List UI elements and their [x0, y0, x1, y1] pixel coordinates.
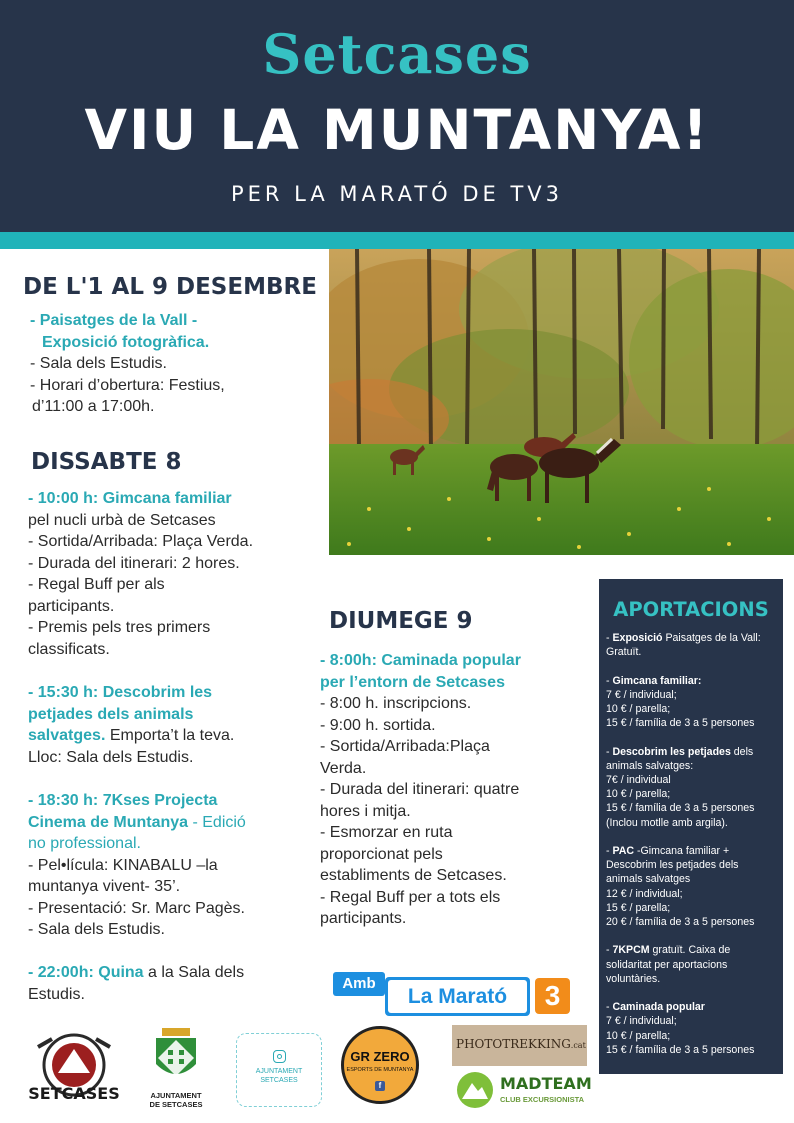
caminada-line: proporcionat pels: [320, 845, 443, 863]
petjades-emporta: Emporta’t la teva.: [105, 727, 235, 744]
gimcana-title: - 10:00 h: Gimcana familiar: [28, 490, 232, 507]
heading-sunday: DIUMEGE 9: [329, 608, 473, 634]
petjades-lloc: Lloc: Sala dels Estudis.: [28, 748, 194, 766]
aport-pac: - PAC -Gimcana familiar + Descobrim les petjades dels animals salvatges 12 € / individual; 15 € / parella; 20 € / família de 3 a 5 persones: [606, 845, 755, 929]
cinema-title-2: Cinema de Muntanya: [28, 813, 189, 831]
caminada-line: participants.: [320, 910, 407, 927]
aport-exposicio: - Exposició Paisatges de la Vall: Gratuït.: [606, 632, 761, 659]
marato-amb-badge: Amb: [333, 972, 385, 996]
caminada-line: - Durada del itinerari: quatre: [320, 781, 520, 798]
aport-petjades: - Descobrim les petjades dels animals salvatges: 7€ / individual 10 € / parella; 15 € / família de 3 a 5 persones (Inclou motlle amb argila).: [606, 745, 755, 829]
madteam-sub: CLUB EXCURSIONISTA: [500, 1095, 585, 1104]
cinema-edicio: - Edició: [188, 813, 246, 831]
town-title: Setcases: [262, 22, 532, 86]
marato-name: La Marató: [388, 980, 527, 1013]
ajuntament-crest: [148, 1024, 204, 1114]
aport-7kpcm: - 7KPCM gratuït. Caixa de solidaritat per aportacions voluntàries.: [606, 944, 731, 985]
gimcana-line: - Sortida/Arribada: Plaça Verda.: [28, 533, 254, 550]
aport-caminada: - Caminada popular 7 € / individual; 10 € / parella; 15 € / família de 3 a 5 persones: [606, 1001, 755, 1056]
instagram-box[interactable]: [236, 1033, 322, 1107]
grzero-name: GR ZERO: [350, 1049, 410, 1064]
quina-title: - 22:00h: Quina: [28, 964, 144, 981]
caminada-line: hores i mitja.: [320, 802, 411, 820]
gimcana-line: - Durada del itinerari: 2 hores.: [28, 554, 240, 572]
exposicio-title-2: Exposició fotogràfica.: [42, 333, 210, 351]
block-cinema: [28, 790, 318, 941]
gimcana-line: - Premis pels tres primers: [28, 619, 211, 636]
cinema-line: - Presentació: Sr. Marc Pagès.: [28, 899, 245, 917]
setcases-club-logo: [28, 1027, 120, 1107]
grzero-sub: ESPORTS DE MUNTANYA: [346, 1067, 414, 1073]
caminada-line: - 8:00 h. inscripcions.: [320, 695, 472, 712]
phototrekking-text: PHOTOTREKKING.cat: [456, 1037, 586, 1051]
caminada-line: - 9:00 h. sortida.: [320, 716, 436, 734]
teal-divider: [0, 232, 794, 249]
aportacions-title: APORTACIONS: [613, 598, 769, 621]
petjades-title-2: petjades dels animals: [28, 705, 194, 723]
exposicio-line-1: - Sala dels Estudis.: [30, 355, 167, 372]
petjades-title-1: - 15:30 h: Descobrim les: [28, 684, 213, 701]
cinema-line: muntanya vivent- 35’.: [28, 878, 181, 895]
quina-line: Estudis.: [28, 985, 85, 1003]
gimcana-line: pel nucli urbà de Setcases: [28, 511, 216, 529]
petjades-title-3: salvatges.: [28, 727, 106, 744]
setcases-logo-text: SETCASES: [28, 1084, 120, 1103]
madteam-mountain-icon: [456, 1071, 494, 1109]
aportacions-body: [606, 631, 778, 1057]
caminada-line: - Sortida/Arribada:Plaça: [320, 738, 490, 755]
caminada-title-1: - 8:00h: Caminada popular: [320, 652, 521, 669]
block-quina: [28, 962, 318, 1005]
block-exposicio: [30, 310, 330, 418]
exposicio-line-3: d’11:00 a 17:00h.: [32, 398, 155, 415]
madteam-name: MADTEAM: [500, 1074, 592, 1093]
cinema-title-1: - 18:30 h: 7Kses Projecta: [28, 792, 218, 809]
cinema-line: - Sala dels Estudis.: [28, 921, 165, 938]
heading-december: DE L'1 AL 9 DESEMBRE: [23, 274, 317, 300]
aport-gimcana: - Gimcana familiar: 7 € / individual; 10 € / parella; 15 € / família de 3 a 5 persones: [606, 674, 755, 730]
caminada-line: - Esmorzar en ruta: [320, 824, 453, 841]
heading-saturday: DISSABTE 8: [31, 449, 182, 475]
caminada-title-2: per l’entorn de Setcases: [320, 673, 505, 691]
gr-zero-logo: [341, 1026, 419, 1104]
poster-title: VIU LA MUNTANYA!: [84, 98, 710, 162]
phototrekking-logo: [452, 1025, 587, 1066]
ajuntament-label: AJUNTAMENT: [150, 1091, 202, 1100]
gimcana-line: participants.: [28, 597, 115, 615]
gimcana-line: classificats.: [28, 640, 110, 658]
caminada-line: Verda.: [320, 759, 367, 777]
facebook-icon: f: [375, 1081, 385, 1091]
exposicio-title-1: - Paisatges de la Vall -: [30, 312, 198, 329]
block-caminada: [320, 650, 590, 930]
aportacions-panel: [599, 579, 783, 1074]
exposicio-line-2: - Horari d’obertura: Festius,: [30, 376, 225, 394]
gimcana-line: - Regal Buff per als: [28, 576, 165, 593]
block-gimcana: [28, 488, 318, 660]
la-marato-logo: [333, 972, 573, 1016]
insta-label-2: SETCASES: [260, 1077, 298, 1084]
instagram-icon: [273, 1050, 286, 1063]
caminada-line: - Regal Buff per a tots els: [320, 888, 501, 906]
caminada-line: establiments de Setcases.: [320, 867, 507, 884]
tv3-badge: 3: [535, 978, 570, 1014]
insta-label-1: AJUNTAMENT: [255, 1068, 303, 1075]
horses-landscape-photo: [329, 249, 794, 555]
madteam-logo: [456, 1071, 591, 1111]
header-banner: [0, 0, 794, 232]
cinema-title-3: no professional.: [28, 835, 141, 852]
block-petjades: [28, 682, 318, 768]
quina-rest: a la Sala dels: [143, 964, 245, 981]
cinema-line: - Pel•lícula: KINABALU –la: [28, 856, 218, 874]
poster-subtitle: PER LA MARATÓ DE TV3: [230, 182, 564, 206]
ajuntament-label-2: DE SETCASES: [149, 1100, 203, 1109]
